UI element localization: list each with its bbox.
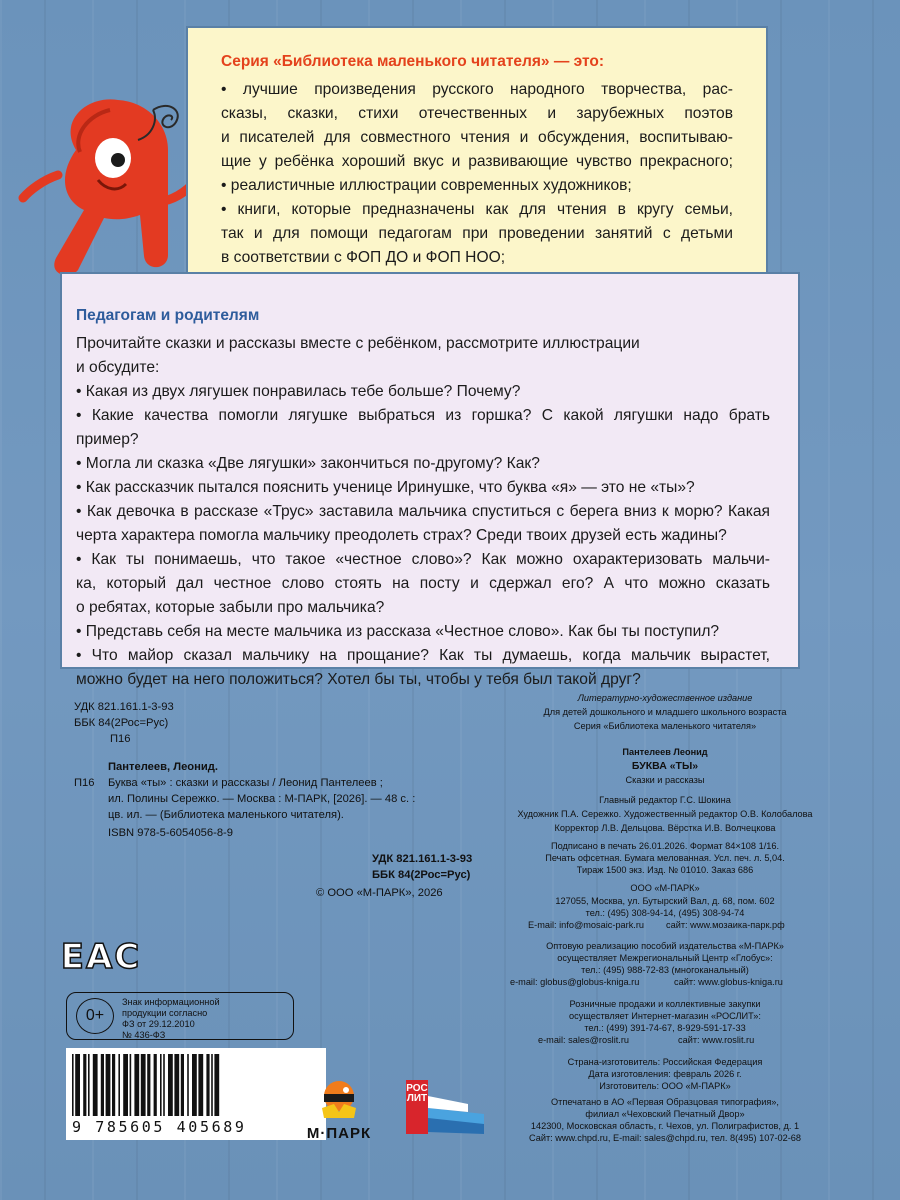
barcode-bar (72, 1054, 74, 1116)
retail-line: Розничные продажи и коллективные закупки (569, 999, 761, 1009)
teacher-line: • Как ты понимаешь, что такое «честное слово»? Как можно охарактеризовать мальчи- (76, 551, 770, 568)
series-line: • книги, которые предназначены как для чтения в кругу семьи, (221, 201, 733, 218)
barcode-bar (75, 1054, 80, 1116)
barcode-bar (83, 1054, 86, 1116)
printer-line: Сайт: www.chpd.ru, E-mail: sales@chpd.ru, тел. 8(495) 107-02-68 (528, 1133, 802, 1143)
publisher-site: сайт: www.мозаика-парк.рф (666, 920, 785, 930)
m-park-logo-icon (294, 1078, 384, 1120)
imprint-line: Корректор Л.В. Дельцова. Вёрстка И.В. Волчецкова (554, 823, 776, 833)
wholesale-line: осуществляет Межрегиональный Центр «Глобус»: (557, 953, 773, 963)
series-line: сказы, сказки, стихи отечественных и зарубежных поэтов (221, 105, 733, 122)
printer-line: Отпечатано в АО «Первая Образцовая типография», (551, 1097, 779, 1107)
imprint-line: Художник П.А. Сережко. Художественный редактор О.В. Колобалова (517, 809, 813, 819)
barcode-bar (211, 1054, 213, 1116)
m-park-logo-text: М·ПАРК (306, 1125, 372, 1142)
imprint-line: Главный редактор Г.С. Шокина (599, 795, 731, 805)
teacher-line: • Какие качества помогли лягушке выбраться из горшка? С какой лягушки надо брать (76, 407, 770, 424)
age-note-line: Знак информационной (122, 997, 220, 1007)
barcode-bar (181, 1054, 184, 1116)
series-line: так и для помощи педагогам при проведении занятий с детьми (221, 225, 733, 242)
imprint-author: Пантелеев Леонид (622, 747, 708, 757)
barcode-bar (214, 1054, 219, 1116)
barcode-bar (106, 1054, 111, 1116)
barcode-bar (101, 1054, 104, 1116)
eac-mark (60, 935, 142, 979)
publisher-phone: тел.: (495) 308-94-14, (495) 308-94-74 (585, 908, 745, 918)
udk-code: УДК 821.161.1-3-93 (74, 701, 174, 713)
publisher-name: ООО «М-ПАРК» (630, 883, 700, 893)
isbn: ISBN 978-5-6054056-8-9 (108, 827, 234, 839)
retail-line: тел.: (499) 391-74-67, 8-929-591-17-33 (584, 1023, 746, 1033)
country-line: Страна-изготовитель: Российская Федерация (567, 1057, 763, 1067)
barcode-bar (147, 1054, 150, 1116)
teacher-line: • Могла ли сказка «Две лягушки» закончиться по-другому? Как? (76, 455, 540, 472)
barcode-bar (123, 1054, 128, 1116)
eac-mark-text: EAC (60, 937, 142, 977)
barcode-bar (93, 1054, 98, 1116)
m-park-logo (294, 1078, 384, 1140)
teachers-parents-title: Педагогам и родителям (76, 307, 260, 324)
teacher-line: черта характера помогла мальчику преодолеть страх? Среди твоих друзей есть жадины? (76, 527, 727, 544)
author-sign: П16 (110, 733, 131, 745)
barcode-bar (134, 1054, 139, 1116)
imprint-line: Для детей дошкольного и младшего школьного возраста (543, 707, 787, 717)
teacher-line: • Что майор сказал мальчику на прощание? Как ты думаешь, когда мальчик вырастет, (76, 647, 770, 664)
date-line: Дата изготовления: февраль 2026 г. (588, 1069, 742, 1079)
age-note-line: № 436-ФЗ (122, 1030, 166, 1040)
teacher-line: • Как рассказчик пытался пояснить ученице Иринушке, что буква «я» — это не «ты»? (76, 479, 695, 496)
retail-email: e-mail: sales@roslit.ru (538, 1035, 630, 1045)
mascot-letter-illustration (18, 80, 208, 280)
series-line: щие у ребёнка хороший вкус и развивающие чувство прекрасного; (221, 153, 733, 170)
age-note-line: продукции согласно (122, 1008, 208, 1018)
udk-code-2: УДК 821.161.1-3-93 (372, 853, 473, 865)
age-rating-badge: 0+ (76, 998, 114, 1034)
retail-line: осуществляет Интернет-магазин «РОСЛИТ»: (569, 1011, 761, 1021)
series-line: • реалистичные иллюстрации современных художников; (221, 177, 632, 194)
wholesale-line: Оптовую реализацию пособий издательства «М-ПАРК» (546, 941, 784, 951)
series-line: и писателей для совместного чтения и обсуждения, воспитываю- (221, 129, 733, 146)
barcode-bar (154, 1054, 157, 1116)
bbk-code: ББК 84(2Рос=Рус) (74, 717, 169, 729)
bbk-code-2: ББК 84(2Рос=Рус) (372, 869, 471, 881)
barcode-bar (88, 1054, 90, 1116)
catalog-desc: цв. ил. — (Библиотека маленького читателя). (108, 809, 344, 821)
imprint-subtitle: Сказки и рассказы (625, 775, 705, 785)
teacher-line: Прочитайте сказки и рассказы вместе с ребёнком, рассмотрите иллюстрации (76, 335, 640, 352)
series-line: • лучшие произведения русского народного творчества, рас- (221, 81, 733, 98)
series-title: Серия «Библиотека маленького читателя» — это: (221, 53, 605, 70)
teacher-line: пример? (76, 431, 139, 448)
wholesale-line: тел.: (495) 988-72-83 (многоканальный) (581, 965, 749, 975)
barcode-bar (206, 1054, 209, 1116)
barcode-bar (112, 1054, 115, 1116)
teacher-line: можно будет на него положиться? Хотел бы ты, чтобы у тебя был такой друг? (76, 671, 641, 688)
barcode-bars (66, 1050, 326, 1122)
barcode-bar (163, 1054, 165, 1116)
series-line: в соответствии с ФОП ДО и ФОП НОО; (221, 249, 506, 266)
catalog-desc: ил. Полины Сережко. — Москва : М-ПАРК, [2026]. — 48 с. : (108, 793, 416, 805)
barcode-bar (141, 1054, 146, 1116)
teacher-line: • Какая из двух лягушек понравилась тебе больше? Почему? (76, 383, 521, 400)
wholesale-site: сайт: www.globus-kniga.ru (674, 977, 783, 987)
imprint-line: Тираж 1500 экз. Изд. № 01010. Заказ 686 (576, 865, 754, 875)
catalog-author: Пантелеев, Леонид. (108, 761, 218, 773)
imprint-line: Серия «Библиотека маленького читателя» (573, 721, 757, 731)
barcode-bar (130, 1054, 132, 1116)
barcode-bar (192, 1054, 197, 1116)
copyright: © ООО «М-ПАРК», 2026 (316, 887, 443, 899)
publisher-email: E-mail: info@mosaic-park.ru (528, 920, 645, 930)
retail-site: сайт: www.roslit.ru (678, 1035, 755, 1045)
printer-line: 142300, Московская область, г. Чехов, ул. Полиграфистов, д. 1 (530, 1121, 800, 1131)
teacher-line: ка, который дал честное слово стоять на посту и сдержал его? А что можно сказать (76, 575, 770, 592)
barcode-bar (198, 1054, 203, 1116)
teacher-line: и обсудите: (76, 359, 160, 376)
roslit-logo-text: РОС ЛИТ (406, 1083, 428, 1104)
author-sign-2: П16 (74, 777, 95, 789)
printer-line: филиал «Чеховский Печатный Двор» (585, 1109, 745, 1119)
imprint-line: Подписано в печать 26.01.2026. Формат 84×108 1/16. (550, 841, 780, 851)
barcode-bar (187, 1054, 189, 1116)
barcode-bar (118, 1054, 120, 1116)
wholesale-email: e-mail: globus@globus-kniga.ru (510, 977, 640, 987)
teacher-line: • Как девочка в рассказе «Трус» заставила мальчика спуститься с берега вниз к морю? Какая (76, 503, 770, 520)
teacher-line: • Представь себя на месте мальчика из рассказа «Честное слово». Как бы ты поступил? (76, 623, 720, 640)
teacher-line: о ребятах, которые забыли про мальчика? (76, 599, 385, 616)
imprint-title: БУКВА «ТЫ» (631, 760, 699, 772)
age-note-line: ФЗ от 29.12.2010 (122, 1019, 195, 1029)
imprint-line: Печать офсетная. Бумага мелованная. Усл. печ. л. 5,04. (545, 853, 785, 863)
catalog-desc: Буква «ты» : сказки и рассказы / Леонид Пантелеев ; (108, 777, 383, 789)
maker-line: Изготовитель: ООО «М-ПАРК» (599, 1081, 731, 1091)
imprint-line: Литературно-художественное издание (577, 693, 753, 703)
barcode-bar (168, 1054, 173, 1116)
barcode-number: 9 785605 405689 (72, 1118, 247, 1136)
roslit-logo (398, 1074, 490, 1140)
barcode-bar (174, 1054, 179, 1116)
publisher-address: 127055, Москва, ул. Бутырский Вал, д. 68, пом. 602 (555, 896, 775, 906)
barcode-bar (160, 1054, 162, 1116)
